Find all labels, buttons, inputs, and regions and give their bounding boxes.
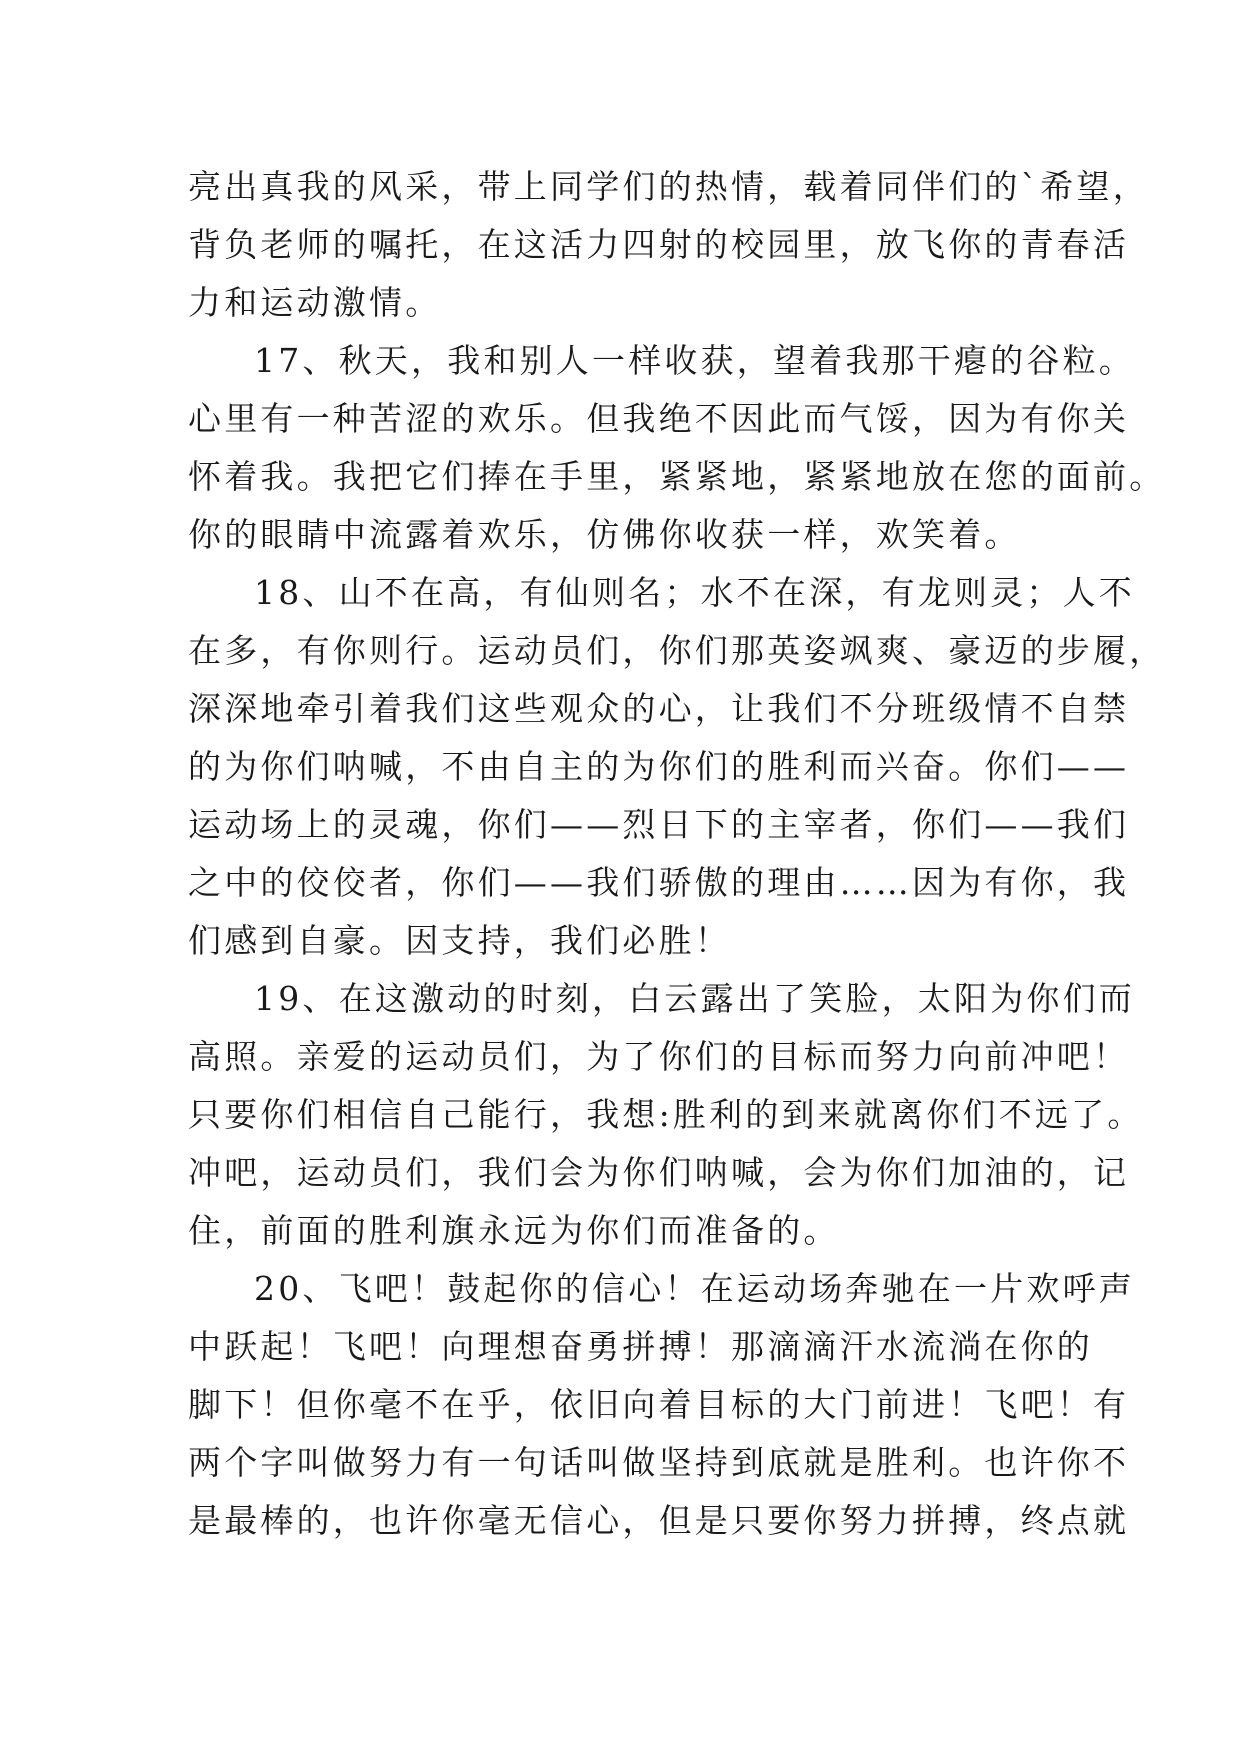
text-line: 心里有一种苦涩的欢乐。但我绝不因此而气馁，因为有你关 xyxy=(188,399,1130,438)
document-body xyxy=(188,158,1166,1550)
paragraph-start-line: 19、在这激动的时刻，白云露出了笑脸，太阳为你们而 xyxy=(254,979,1135,1018)
text-line: 之中的佼佼者，你们——我们骄傲的理由……因为有你，我 xyxy=(188,863,1130,902)
text-line: 脚下！但你毫不在乎，依旧向着目标的大门前进！飞吧！有 xyxy=(188,1385,1130,1424)
paragraph-start-line: 17、秋天，我和别人一样收获，望着我那干瘪的谷粒。 xyxy=(254,341,1135,380)
text-line: 中跃起！飞吧！向理想奋勇拼搏！那滴滴汗水流淌在你的 xyxy=(188,1327,1093,1366)
text-line: 们感到自豪。因支持，我们必胜！ xyxy=(188,921,731,960)
text-line: 在多，有你则行。运动员们，你们那英姿飒爽、豪迈的步履， xyxy=(188,631,1166,670)
text-line: 两个字叫做努力有一句话叫做坚持到底就是胜利。也许你不 xyxy=(188,1443,1130,1482)
text-line: 背负老师的嘱托，在这活力四射的校园里，放飞你的青春活 xyxy=(188,225,1130,264)
text-line: 高照。亲爱的运动员们，为了你们的目标而努力向前冲吧！ xyxy=(188,1037,1130,1076)
text-line: 力和运动激情。 xyxy=(188,283,442,322)
text-line: 你的眼睛中流露着欢乐，仿佛你收获一样，欢笑着。 xyxy=(188,515,1021,554)
text-line: 亮出真我的风采，带上同学们的热情，载着同伴们的`希望， xyxy=(188,167,1149,206)
text-line: 的为你们呐喊，不由自主的为你们的胜利而兴奋。你们—— xyxy=(188,747,1130,786)
paragraph-start-line: 20、飞吧！鼓起你的信心！在运动场奔驰在一片欢呼声 xyxy=(254,1269,1135,1308)
paragraph-start-line: 18、山不在高，有仙则名；水不在深，有龙则灵；人不 xyxy=(254,573,1135,612)
text-line: 住，前面的胜利旗永远为你们而准备的。 xyxy=(188,1211,840,1250)
text-line: 冲吧，运动员们，我们会为你们呐喊，会为你们加油的，记 xyxy=(188,1153,1130,1192)
text-line: 怀着我。我把它们捧在手里，紧紧地，紧紧地放在您的面前。 xyxy=(188,457,1166,496)
text-line: 深深地牵引着我们这些观众的心，让我们不分班级情不自禁 xyxy=(188,689,1130,728)
text-line: 只要你们相信自己能行，我想:胜利的到来就离你们不远了。 xyxy=(188,1095,1144,1134)
text-line: 运动场上的灵魂，你们——烈日下的主宰者，你们——我们 xyxy=(188,805,1130,844)
text-line: 是最棒的，也许你毫无信心，但是只要你努力拼搏，终点就 xyxy=(188,1501,1130,1540)
